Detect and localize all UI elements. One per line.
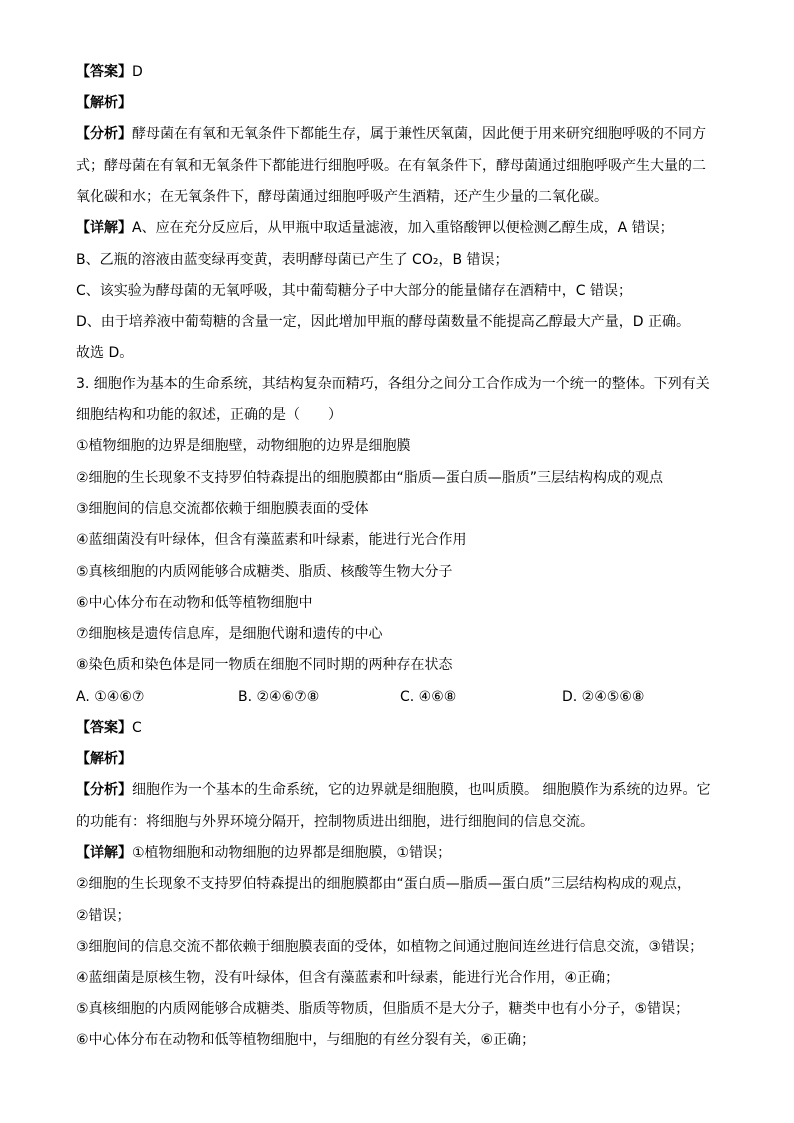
detail-text: ⑥中心体分布在动物和低等植物细胞中，与细胞的有丝分裂有关，⑥正确； xyxy=(76,1032,536,1048)
detail-line xyxy=(76,218,726,238)
statement-item: ③细胞间的信息交流都依赖于细胞膜表面的受体 xyxy=(76,501,369,517)
answer-tag: 【答案】 xyxy=(76,64,132,80)
analysis-text: 式；酵母菌在有氧和无氧条件下都能进行细胞呼吸。在有氧条件下，酵母菌通过细胞呼吸产生大量的二 xyxy=(76,158,706,174)
analysis-tag: 【分析】 xyxy=(76,782,132,798)
statement-item: ④蓝细菌没有叶绿体，但含有藻蓝素和叶绿素，能进行光合作用 xyxy=(76,532,467,548)
analysis-heading-text: 【解析】 xyxy=(76,751,132,767)
question-stem: 3. 细胞作为基本的生命系统，其结构复杂而精巧，各组分之间分工合作成为一个统一的整体。下列有关 xyxy=(76,376,710,392)
analysis-line xyxy=(76,780,726,800)
option-d: D. ②④⑤⑥⑧ xyxy=(562,689,645,705)
option-b: B. ②④⑥⑦⑧ xyxy=(238,689,320,705)
analysis-heading xyxy=(76,93,726,113)
statement-item: ⑦细胞核是遗传信息库，是细胞代谢和遗传的中心 xyxy=(76,626,383,642)
detail-line xyxy=(76,843,726,863)
detail-text: D、由于培养液中葡萄糖的含量一定，因此增加甲瓶的酵母菌数量不能提高乙醇最大产量，D 正确。 xyxy=(76,314,691,330)
conclusion-text: 故选 D。 xyxy=(76,345,134,361)
question-stem: 细胞结构和功能的叙述，正确的是（ ） xyxy=(76,407,342,423)
statement-item: ②细胞的生长现象不支持罗伯特森提出的细胞膜都由“脂质—蛋白质—脂质”三层结构构成的观点 xyxy=(76,470,664,486)
statement-item: ⑤真核细胞的内质网能够合成糖类、脂质、核酸等生物大分子 xyxy=(76,564,453,580)
analysis-tag: 【分析】 xyxy=(76,126,132,142)
detail-tag: 【详解】 xyxy=(76,845,132,861)
analysis-text: 酵母菌在有氧和无氧条件下都能生存，属于兼性厌氧菌，因此便于用来研究细胞呼吸的不同方 xyxy=(132,126,706,142)
analysis-text: 细胞作为一个基本的生命系统，它的边界就是细胞膜，也叫质膜。 细胞膜作为系统的边界。它 xyxy=(132,782,711,798)
option-a: A. ①④⑥⑦ xyxy=(76,689,145,705)
analysis-text: 氧化碳和水；在无氧条件下，酵母菌通过细胞呼吸产生酒精，还产生少量的二氧化碳。 xyxy=(76,189,608,205)
answer-line xyxy=(76,718,726,738)
detail-text: ②细胞的生长现象不支持罗伯特森提出的细胞膜都由“蛋白质—脂质—蛋白质”三层结构构成的观点， xyxy=(76,876,692,892)
detail-text: A、应在充分反应后，从甲瓶中取适量滤液，加入重铬酸钾以便检测乙醇生成，A 错误； xyxy=(132,220,674,236)
detail-text: C、该实验为酵母菌的无氧呼吸，其中葡萄糖分子中大部分的能量储存在酒精中，C 错误； xyxy=(76,283,632,299)
detail-text: ②错误； xyxy=(76,908,131,924)
detail-text: ①植物细胞和动物细胞的边界都是细胞膜，①错误； xyxy=(132,845,452,861)
options-row xyxy=(76,687,726,707)
option-c: C. ④⑥⑧ xyxy=(400,689,457,705)
answer-line xyxy=(76,62,726,82)
detail-text: ⑤真核细胞的内质网能够合成糖类、脂质等物质，但脂质不是大分子，糖类中也有小分子，⑤错误； xyxy=(76,1001,690,1017)
answer-value: D xyxy=(132,64,143,80)
detail-text: ④蓝细菌是原核生物，没有叶绿体，但含有藻蓝素和叶绿素，能进行光合作用，④正确； xyxy=(76,970,620,986)
answer-value: C xyxy=(132,720,142,736)
statement-item: ⑥中心体分布在动物和低等植物细胞中 xyxy=(76,595,313,611)
analysis-line xyxy=(76,124,726,144)
detail-text: B、乙瓶的溶液由蓝变绿再变黄，表明酵母菌已产生了 CO₂，B 错误； xyxy=(76,252,509,268)
analysis-heading xyxy=(76,749,726,769)
analysis-text: 的功能有：将细胞与外界环境分隔开，控制物质进出细胞，进行细胞间的信息交流。 xyxy=(76,814,594,830)
statement-item: ①植物细胞的边界是细胞壁，动物细胞的边界是细胞膜 xyxy=(76,438,411,454)
statement-item: ⑧染色质和染色体是同一物质在细胞不同时期的两种存在状态 xyxy=(76,657,453,673)
analysis-heading-text: 【解析】 xyxy=(76,95,132,111)
detail-tag: 【详解】 xyxy=(76,220,132,236)
answer-tag: 【答案】 xyxy=(76,720,132,736)
detail-text: ③细胞间的信息交流不都依赖于细胞膜表面的受体，如植物之间通过胞间连丝进行信息交流，③错误； xyxy=(76,939,704,955)
